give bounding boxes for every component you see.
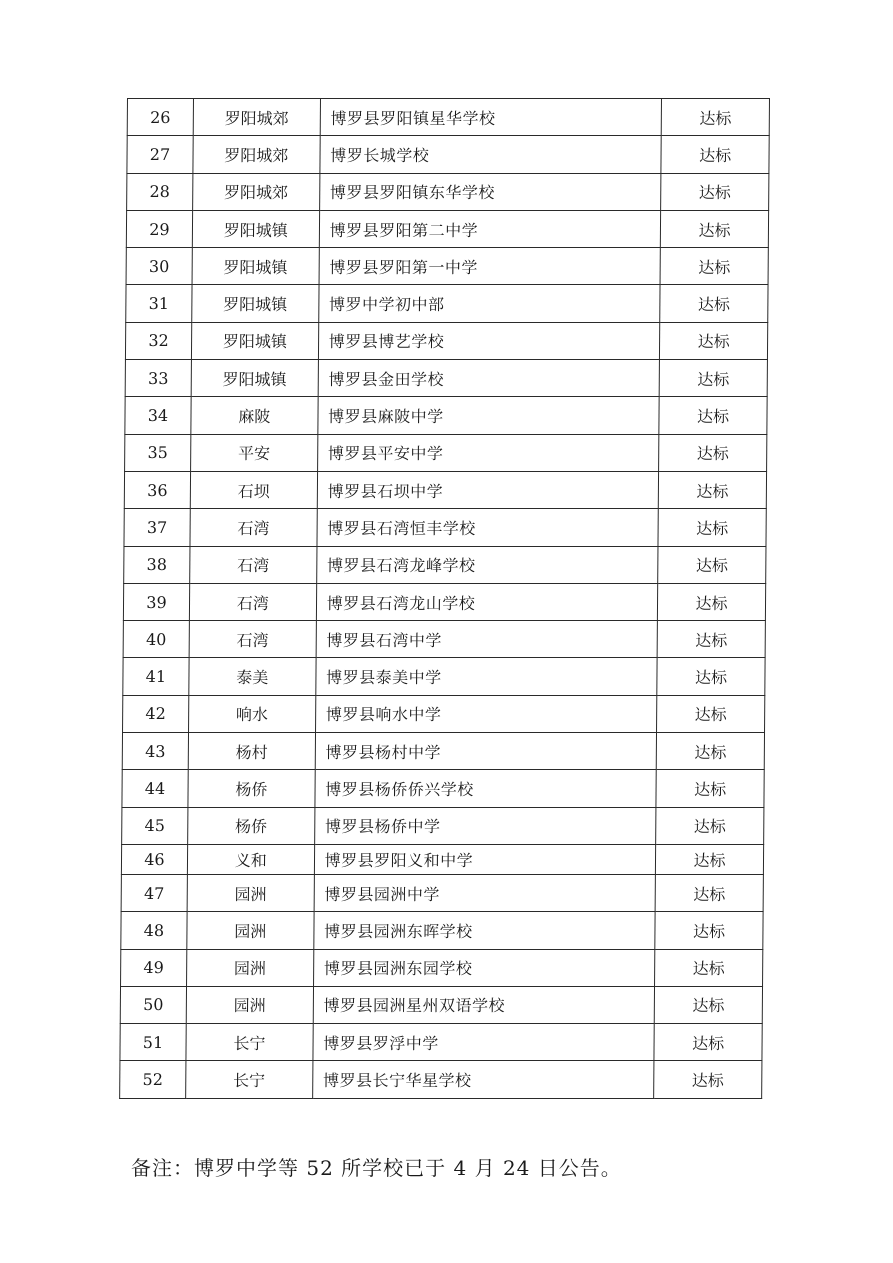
row-school-name: 博罗县罗阳第一中学 — [319, 248, 661, 285]
row-number: 29 — [126, 210, 192, 247]
table-row — [127, 99, 769, 136]
row-status: 达标 — [661, 99, 769, 136]
row-number: 32 — [125, 322, 191, 359]
table-row — [121, 912, 763, 949]
row-school-name: 博罗县平安中学 — [317, 434, 659, 471]
row-status: 达标 — [660, 322, 768, 359]
row-number: 51 — [120, 1024, 186, 1061]
row-number: 43 — [122, 733, 188, 770]
row-number: 27 — [127, 136, 193, 173]
row-school-name: 博罗县园洲东园学校 — [313, 949, 655, 986]
row-school-name: 博罗县杨侨侨兴学校 — [315, 770, 657, 807]
row-status: 达标 — [656, 733, 764, 770]
row-number: 30 — [126, 248, 192, 285]
row-status: 达标 — [655, 912, 763, 949]
row-school-name: 博罗长城学校 — [320, 136, 662, 173]
row-school-name: 博罗县响水中学 — [315, 695, 657, 732]
row-town: 麻陂 — [191, 397, 318, 434]
table-row — [120, 1061, 762, 1098]
table-row — [120, 1024, 762, 1061]
row-status: 达标 — [659, 360, 767, 397]
row-number: 44 — [122, 770, 188, 807]
row-school-name: 博罗县石湾龙峰学校 — [316, 546, 658, 583]
row-school-name: 博罗县罗阳镇星华学校 — [320, 99, 662, 136]
row-town: 罗阳城镇 — [191, 322, 318, 359]
row-status: 达标 — [660, 285, 768, 322]
school-status-table — [119, 98, 770, 1099]
table-row — [121, 874, 763, 911]
row-status: 达标 — [661, 136, 769, 173]
table-row — [122, 770, 764, 807]
table-row — [122, 733, 764, 770]
footnote: 备注：博罗中学等 52 所学校已于 4 月 24 日公告。 — [131, 1156, 622, 1180]
row-number: 26 — [127, 99, 193, 136]
table-row — [124, 546, 766, 583]
row-number: 45 — [122, 807, 188, 844]
row-town: 罗阳城郊 — [193, 173, 320, 210]
row-status: 达标 — [656, 844, 764, 874]
row-status: 达标 — [654, 986, 762, 1023]
table-row — [125, 434, 767, 471]
row-number: 36 — [124, 471, 190, 508]
row-status: 达标 — [658, 546, 766, 583]
row-number: 33 — [125, 360, 191, 397]
row-number: 42 — [123, 695, 189, 732]
row-town: 杨村 — [188, 733, 315, 770]
row-town: 响水 — [188, 695, 315, 732]
row-school-name: 博罗县园洲星州双语学校 — [313, 986, 655, 1023]
row-school-name: 博罗县杨侨中学 — [314, 807, 656, 844]
row-number: 48 — [121, 912, 187, 949]
row-town: 平安 — [190, 434, 317, 471]
row-number: 28 — [127, 173, 193, 210]
table-row — [122, 807, 764, 844]
table-row — [123, 583, 765, 620]
row-town: 泰美 — [189, 658, 316, 695]
row-town: 罗阳城镇 — [191, 360, 318, 397]
table-row — [123, 658, 765, 695]
row-status: 达标 — [654, 1024, 762, 1061]
row-number: 46 — [121, 844, 187, 874]
row-town: 罗阳城镇 — [192, 210, 319, 247]
row-town: 罗阳城镇 — [192, 248, 319, 285]
row-status: 达标 — [654, 1061, 762, 1098]
table-row — [124, 471, 766, 508]
row-status: 达标 — [657, 695, 765, 732]
table-row — [123, 621, 765, 658]
row-town: 园洲 — [187, 874, 314, 911]
row-number: 41 — [123, 658, 189, 695]
row-status: 达标 — [656, 770, 764, 807]
row-status: 达标 — [658, 509, 766, 546]
row-town: 罗阳城镇 — [192, 285, 319, 322]
row-number: 37 — [124, 509, 190, 546]
row-school-name: 博罗县杨村中学 — [315, 733, 657, 770]
table-row — [121, 844, 763, 874]
row-town: 园洲 — [187, 912, 314, 949]
row-town: 石湾 — [189, 583, 316, 620]
row-status: 达标 — [658, 471, 766, 508]
table-row — [125, 397, 767, 434]
row-number: 38 — [124, 546, 190, 583]
row-status: 达标 — [657, 621, 765, 658]
row-school-name: 博罗县长宁华星学校 — [312, 1061, 654, 1098]
row-town: 石湾 — [190, 546, 317, 583]
row-number: 40 — [123, 621, 189, 658]
row-town: 长宁 — [186, 1024, 313, 1061]
row-school-name: 博罗县石坝中学 — [317, 471, 659, 508]
row-status: 达标 — [661, 173, 769, 210]
row-status: 达标 — [655, 874, 763, 911]
row-school-name: 博罗县石湾龙山学校 — [316, 583, 658, 620]
row-number: 52 — [120, 1061, 186, 1098]
row-town: 义和 — [187, 844, 314, 874]
row-school-name: 博罗县博艺学校 — [318, 322, 660, 359]
table-row — [124, 509, 766, 546]
row-status: 达标 — [655, 949, 763, 986]
row-school-name: 博罗县金田学校 — [318, 360, 660, 397]
row-status: 达标 — [660, 248, 768, 285]
row-town: 石湾 — [189, 621, 316, 658]
row-number: 39 — [123, 583, 189, 620]
table-row — [127, 136, 769, 173]
row-town: 罗阳城郊 — [193, 136, 320, 173]
row-number: 31 — [126, 285, 192, 322]
table-row — [126, 248, 768, 285]
table-row — [121, 949, 763, 986]
row-town: 长宁 — [186, 1061, 313, 1098]
row-number: 34 — [125, 397, 191, 434]
row-status: 达标 — [659, 434, 767, 471]
row-status: 达标 — [659, 397, 767, 434]
row-number: 49 — [121, 949, 187, 986]
row-status: 达标 — [660, 210, 768, 247]
row-school-name: 博罗县罗阳义和中学 — [314, 844, 656, 874]
table-row — [120, 986, 762, 1023]
row-status: 达标 — [657, 658, 765, 695]
row-school-name: 博罗县石湾中学 — [316, 621, 658, 658]
row-school-name: 博罗县罗阳镇东华学校 — [319, 173, 661, 210]
row-school-name: 博罗县罗浮中学 — [313, 1024, 655, 1061]
row-number: 47 — [121, 874, 187, 911]
row-number: 35 — [125, 434, 191, 471]
row-town: 园洲 — [186, 949, 313, 986]
row-town: 杨侨 — [188, 807, 315, 844]
row-town: 杨侨 — [188, 770, 315, 807]
row-school-name: 博罗县泰美中学 — [316, 658, 658, 695]
table-row — [126, 210, 768, 247]
row-town: 石坝 — [190, 471, 317, 508]
table-row — [125, 322, 767, 359]
table-row — [123, 695, 765, 732]
row-school-name: 博罗县石湾恒丰学校 — [317, 509, 659, 546]
table-row — [125, 360, 767, 397]
row-town: 石湾 — [190, 509, 317, 546]
row-school-name: 博罗中学初中部 — [318, 285, 660, 322]
row-number: 50 — [120, 986, 186, 1023]
row-school-name: 博罗县麻陂中学 — [318, 397, 660, 434]
table-row — [126, 285, 768, 322]
row-school-name: 博罗县罗阳第二中学 — [319, 210, 661, 247]
row-town: 园洲 — [186, 986, 313, 1023]
row-school-name: 博罗县园洲东晖学校 — [314, 912, 656, 949]
table-body — [120, 99, 770, 1099]
table-row — [127, 173, 769, 210]
row-status: 达标 — [656, 807, 764, 844]
row-town: 罗阳城郊 — [193, 99, 320, 136]
row-status: 达标 — [658, 583, 766, 620]
row-school-name: 博罗县园洲中学 — [314, 874, 656, 911]
